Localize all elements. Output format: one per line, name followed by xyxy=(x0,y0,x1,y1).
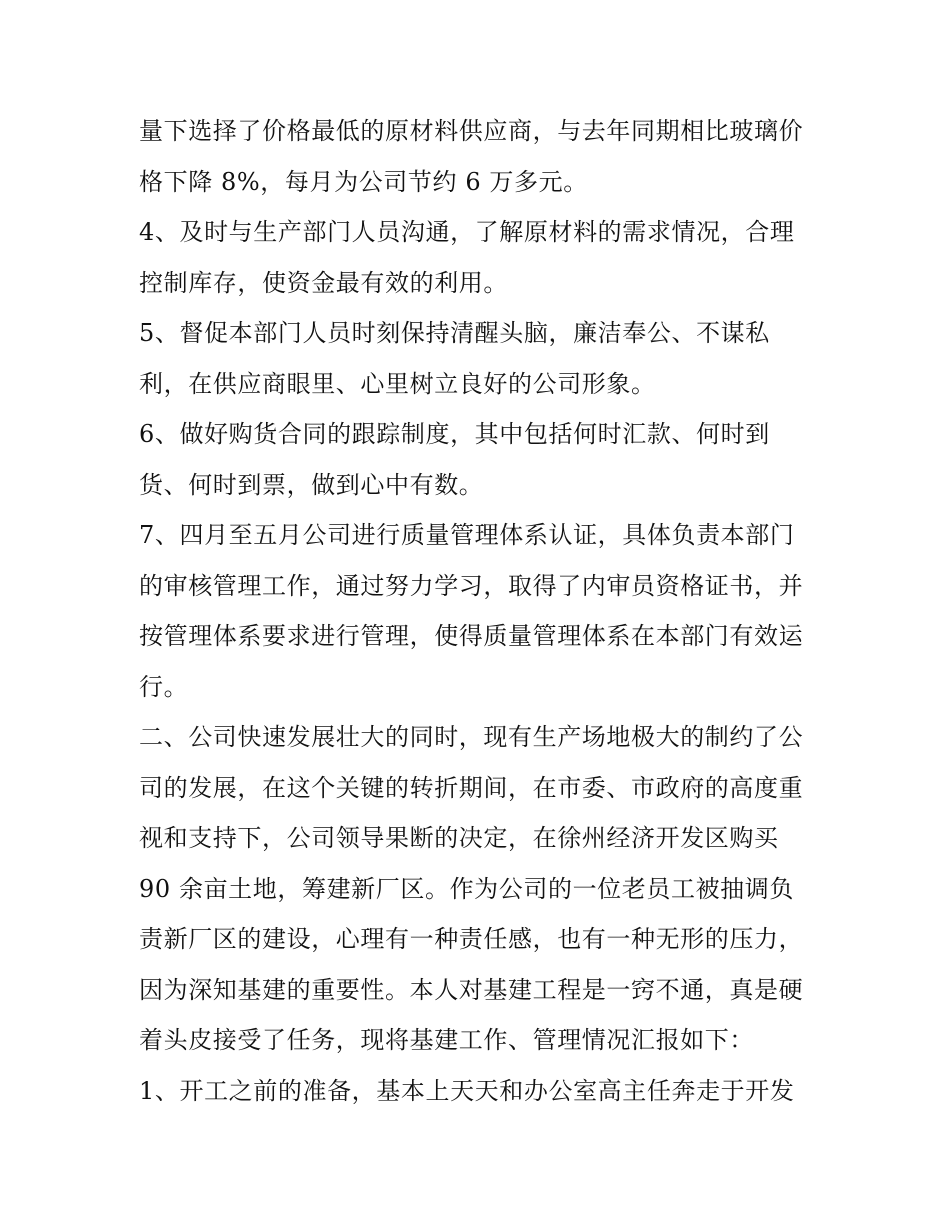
text-line: 司的发展，在这个关键的转折期间，在市委、市政府的高度重 xyxy=(139,773,804,802)
text-line: 利，在供应商眼里、心里树立良好的公司形象。 xyxy=(139,369,656,398)
text-line: 责新厂区的建设，心理有一种责任感，也有一种无形的压力， xyxy=(139,925,804,953)
text-line: 5、督促本部门人员时刻保持清醒头脑，廉洁奉公、不谋私 xyxy=(139,319,770,347)
text-line: 量下选择了价格最低的原材料供应商，与去年同期相比玻璃价 xyxy=(139,117,804,145)
text-line: 因为深知基建的重要性。本人对基建工程是一窍不通，真是硬 xyxy=(139,975,804,1004)
text-line: 行。 xyxy=(139,672,189,701)
document-body xyxy=(139,106,829,1116)
text-line: 视和支持下，公司领导果断的决定，在徐州经济开发区购买 xyxy=(139,824,779,852)
text-line: 货、何时到票，做到心中有数。 xyxy=(139,470,484,499)
text-line: 按管理体系要求进行管理，使得质量管理体系在本部门有效运 xyxy=(139,622,804,650)
text-line: 6、做好购货合同的跟踪制度，其中包括何时汇款、何时到 xyxy=(139,420,770,448)
text-line: 二、公司快速发展壮大的同时，现有生产场地极大的制约了公 xyxy=(139,723,804,751)
text-line: 7、四月至五月公司进行质量管理体系认证，具体负责本部门 xyxy=(139,521,795,549)
text-line: 1、开工之前的准备，基本上天天和办公室高主任奔走于开发 xyxy=(139,1076,795,1105)
text-line: 着头皮接受了任务，现将基建工作、管理情况汇报如下： xyxy=(139,1026,754,1054)
text-line: 4、及时与生产部门人员沟通，了解原材料的需求情况，合理 xyxy=(139,218,795,246)
text-line: 的审核管理工作，通过努力学习，取得了内审员资格证书，并 xyxy=(139,571,804,600)
text-line: 90 余亩土地，筹建新厂区。作为公司的一位老员工被抽调负 xyxy=(139,874,794,903)
text-line: 控制库存，使资金最有效的利用。 xyxy=(139,268,508,297)
text-line: 格下降 8%，每月为公司节约 6 万多元。 xyxy=(139,167,588,196)
